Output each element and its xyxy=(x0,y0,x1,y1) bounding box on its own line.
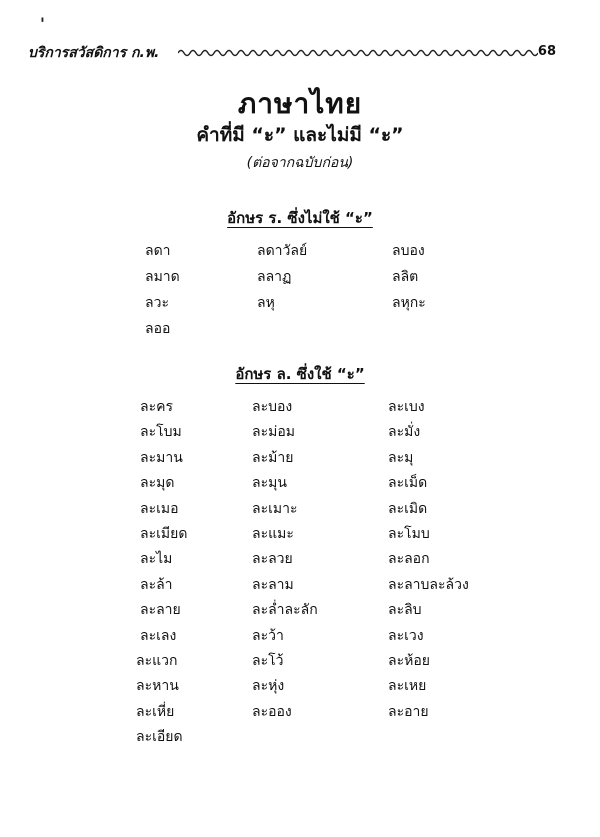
page-number: 68 xyxy=(537,44,556,59)
word-item: ละว้า xyxy=(252,627,284,644)
word-item: ละอาย xyxy=(388,703,429,720)
word-item: ลวะ xyxy=(145,295,169,311)
corner-mark: ' xyxy=(40,14,45,33)
word-item: ละคร xyxy=(140,399,173,415)
continued-note: (ต่อจากฉบับก่อน) xyxy=(246,155,354,171)
section-heading-2-text: อักษร ล. ซึ่งใช้ “ะ” xyxy=(235,365,365,383)
word-item: ลหุ xyxy=(257,295,275,311)
word-item: ละลิบ xyxy=(388,602,422,619)
word-item: ละล้า xyxy=(140,576,173,593)
header-wavy-rule xyxy=(178,46,538,60)
word-item: ละลวย xyxy=(252,551,293,568)
word-item: ละลาม xyxy=(252,576,294,593)
word-item: ละมุด xyxy=(140,475,175,492)
word-item: ละมุ xyxy=(388,449,414,466)
word-item: ละเม็ด xyxy=(388,475,428,492)
word-item: ลดาวัลย์ xyxy=(257,243,308,259)
word-item: ลมาด xyxy=(145,269,180,285)
word-item: ละห้อย xyxy=(388,653,430,669)
word-item: ละล่ำละลัก xyxy=(252,602,318,619)
word-item: ละมาน xyxy=(140,449,183,466)
page-subtitle: คำที่มี “ะ” และไม่มี “ะ” xyxy=(196,124,404,146)
word-item: ละออง xyxy=(252,703,292,720)
word-item: ลออ xyxy=(145,321,171,337)
section-heading-1 xyxy=(0,206,600,230)
word-item: ละเหี่ย xyxy=(136,703,175,720)
word-item: ละหาน xyxy=(136,678,179,695)
word-item: ละเอียด xyxy=(136,729,183,746)
word-item: ลดา xyxy=(145,243,171,259)
section-heading-1-text: อักษร ร. ซึ่งไม่ใช้ “ะ” xyxy=(227,209,373,227)
header-left-text: บริการสวัสดิการ ก.พ. xyxy=(28,45,160,61)
word-item: ละเมอ xyxy=(140,500,179,517)
word-item: ละไม xyxy=(140,551,173,568)
section-heading-2 xyxy=(0,362,600,386)
word-item: ละเบง xyxy=(388,399,425,415)
word-item: ละม่อม xyxy=(252,424,295,441)
word-item: ละโว้ xyxy=(252,653,284,669)
word-item: ละเหย xyxy=(388,678,427,695)
word-item: ละโบม xyxy=(140,424,182,441)
word-item: ละเวง xyxy=(388,627,424,644)
word-item: ละแมะ xyxy=(252,526,294,542)
word-item: ลลาฏ xyxy=(257,269,292,285)
word-item: ละลอก xyxy=(388,551,430,568)
word-item: ลหุกะ xyxy=(392,295,426,311)
running-header xyxy=(28,42,556,64)
word-item: ละบอง xyxy=(252,399,293,415)
word-item: ละเมาะ xyxy=(252,500,298,517)
word-item: ลลิต xyxy=(392,269,419,285)
word-item: ละลาบละล้วง xyxy=(388,576,469,593)
word-item: ลบอง xyxy=(392,243,425,259)
page-title: ภาษาไทย xyxy=(237,87,363,120)
word-item: ละโมบ xyxy=(388,526,430,542)
word-item: ละลาย xyxy=(140,602,181,619)
word-item: ละเมียด xyxy=(140,526,188,542)
word-item: ละมั่ง xyxy=(388,424,421,441)
word-item: ละแวก xyxy=(136,653,178,669)
word-item: ละเลง xyxy=(140,627,177,644)
word-item: ละมุน xyxy=(252,475,287,492)
word-item: ละเมิด xyxy=(388,500,428,517)
word-item: ละหุ่ง xyxy=(252,678,285,695)
word-item: ละม้าย xyxy=(252,449,294,466)
